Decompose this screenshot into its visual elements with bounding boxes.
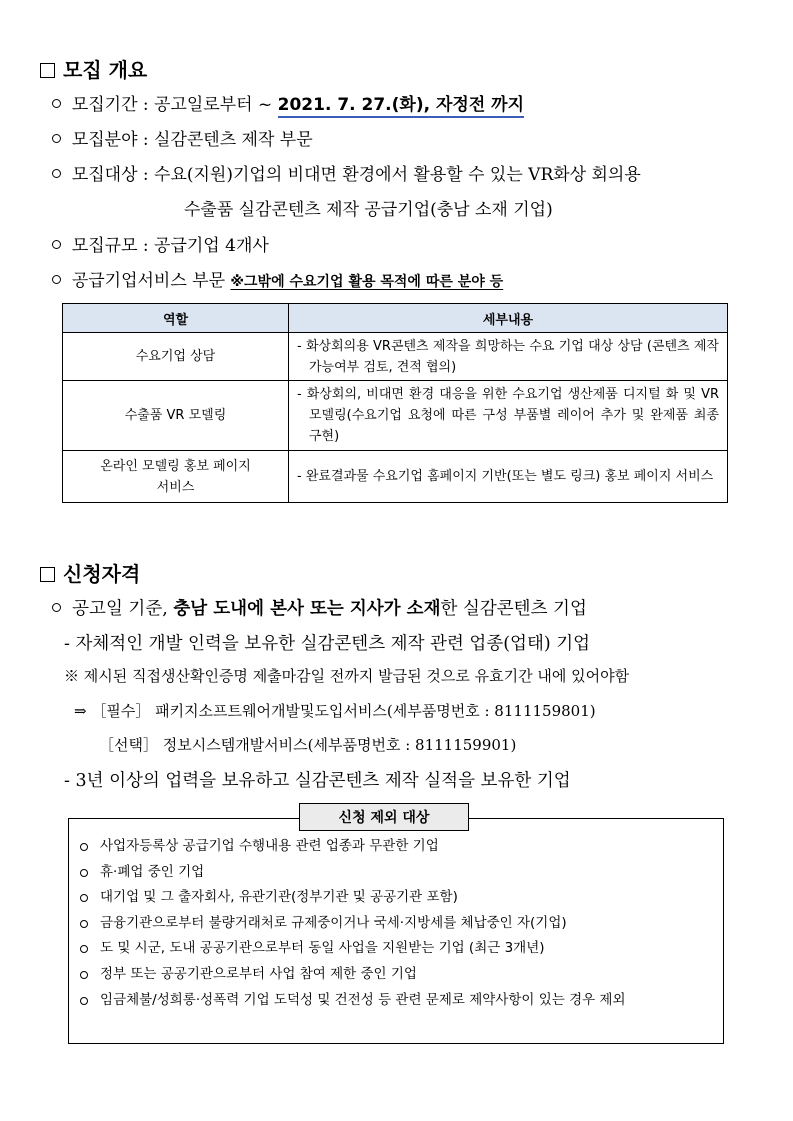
- table-cell-detail: - 화상회의용 VR콘텐츠 제작을 희망하는 수요 기업 대상 상담 (콘텐츠 제작 가능여부 검토, 견적 협의): [289, 333, 728, 381]
- circle-bullet-icon: [80, 843, 88, 851]
- circle-bullet-icon: [80, 920, 88, 928]
- circle-bullet-icon: [52, 603, 61, 612]
- table-cell-role: 수요기업 상담: [63, 333, 289, 381]
- recruit-deadline: 2021. 7. 27.(화), 자정전 까지: [278, 95, 524, 118]
- eligibility-dev-staff: - 자체적인 개발 인력을 보유한 실감콘텐츠 제작 관련 업종(업태) 기업: [64, 634, 591, 654]
- eligibility-experience: - 3년 이상의 업력을 보유하고 실감콘텐츠 제작 실적을 보유한 기업: [64, 771, 571, 791]
- table-cell-role: 수출품 VR 모델링: [63, 381, 289, 451]
- recruit-scale: 모집규모 : 공급기업 4개사: [52, 231, 269, 256]
- section-heading-overview: 모집 개요: [40, 54, 147, 83]
- recruit-period: 모집기간 : 공고일로부터 ~ 2021. 7. 27.(화), 자정전 까지: [52, 90, 524, 115]
- recruit-target: 모집대상 : 수요(지원)기업의 비대면 환경에서 활용할 수 있는 VR화상 회의용: [52, 160, 641, 185]
- service-note: ※그밖에 수요기업 활용 목적에 따른 분야 등: [230, 274, 504, 290]
- table-header-detail: 세부내용: [289, 304, 728, 333]
- table-row: [63, 381, 728, 451]
- table-header-row: [63, 304, 728, 333]
- circle-bullet-icon: [80, 945, 88, 953]
- list-item: 사업자등록상 공급기업 수행내용 관련 업종과 무관한 기업: [80, 834, 710, 860]
- section-heading-eligibility: 신청자격: [40, 558, 140, 587]
- eligibility-optional-item: ［선택］ 정보시스템개발서비스(세부품명번호 : 8111159901): [99, 736, 517, 754]
- circle-bullet-icon: [52, 240, 61, 249]
- list-item: 임금체불/성희롱·성폭력 기업 도덕성 및 건전성 등 관련 문제로 제약사항이 있는 경우 제외: [80, 988, 710, 1014]
- table-row: [63, 333, 728, 381]
- checkbox-square-icon: [40, 567, 55, 582]
- circle-bullet-icon: [80, 894, 88, 902]
- circle-bullet-icon: [80, 869, 88, 877]
- circle-bullet-icon: [80, 997, 88, 1005]
- circle-bullet-icon: [80, 971, 88, 979]
- table-row: [63, 451, 728, 503]
- checkbox-square-icon: [40, 63, 55, 78]
- table-header-role: 역할: [63, 304, 289, 333]
- eligibility-required-item: ⇒ ［필수］ 패키지소프트웨어개발및도입서비스(세부품명번호 : 8111159801): [74, 702, 596, 720]
- circle-bullet-icon: [52, 275, 61, 284]
- list-item: 정부 또는 공공기관으로부터 사업 참여 제한 중인 기업: [80, 962, 710, 988]
- list-item: 도 및 시군, 도내 공공기관으로부터 동일 사업을 지원받는 기업 (최근 3개년): [80, 936, 710, 962]
- table-cell-role: 온라인 모델링 홍보 페이지 서비스: [63, 451, 289, 503]
- eligibility-main: 공고일 기준, 충남 도내에 본사 또는 지사가 소재한 실감콘텐츠 기업: [52, 595, 587, 620]
- table-cell-detail: - 완료결과물 수요기업 홈페이지 기반(또는 별도 링크) 홍보 페이지 서비스: [289, 451, 728, 503]
- exclusion-list: [80, 834, 710, 1013]
- list-item: 휴·폐업 중인 기업: [80, 860, 710, 886]
- list-item: 대기업 및 그 출자회사, 유관기관(정부기관 및 공공기관 포함): [80, 885, 710, 911]
- circle-bullet-icon: [52, 99, 61, 108]
- eligibility-cert-note: ※ 제시된 직접생산확인증명 제출마감일 전까지 발급된 것으로 유효기간 내에 있어야함: [64, 667, 630, 685]
- list-item: 금융기관으로부터 불량거래처로 규제중이거나 국세·지방세를 체납중인 자(기업): [80, 911, 710, 937]
- exclusion-title: 신청 제외 대상: [299, 803, 469, 831]
- circle-bullet-icon: [52, 169, 61, 178]
- circle-bullet-icon: [52, 134, 61, 143]
- table-cell-detail: - 화상회의, 비대면 환경 대응을 위한 수요기업 생산제품 디지털 화 및 VR 모델링(수요기업 요청에 따른 구성 부품별 레이어 추가 및 완제품 최종 구현): [289, 381, 728, 451]
- recruit-field: 모집분야 : 실감콘텐츠 제작 부문: [52, 125, 313, 150]
- service-section: 공급기업서비스 부문 ※그밖에 수요기업 활용 목적에 따른 분야 등: [52, 266, 503, 291]
- roles-table: [62, 303, 728, 503]
- recruit-target-cont: 수출품 실감콘텐츠 제작 공급기업(충남 소재 기업): [184, 200, 553, 220]
- eligibility-highlight: 충남 도내에 본사 또는 지사가 소재: [173, 599, 441, 619]
